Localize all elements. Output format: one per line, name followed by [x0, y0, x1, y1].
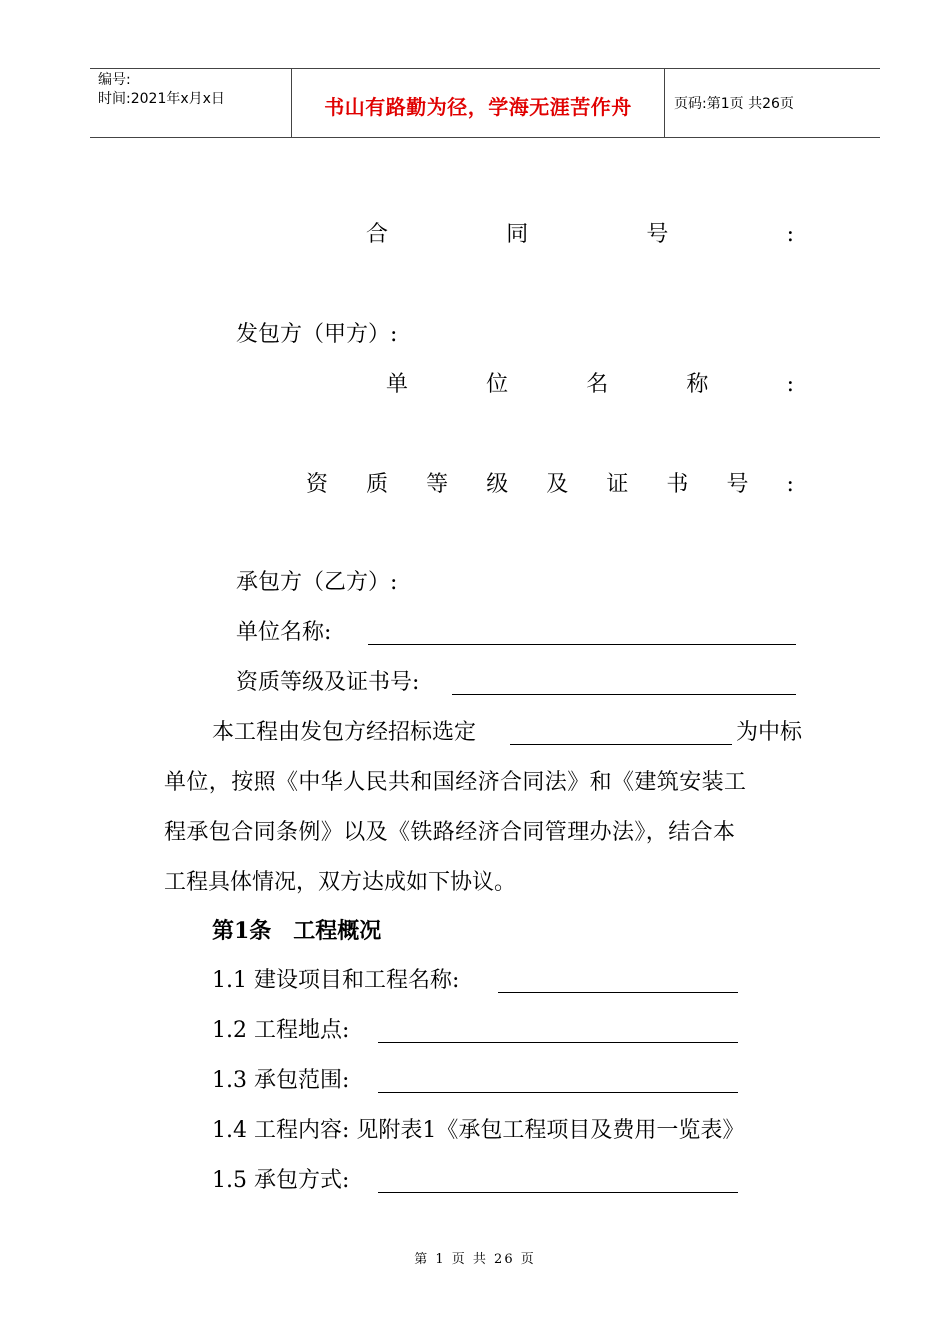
article-1-title: 第1条 工程概况 [212, 918, 382, 944]
winning-bidder-field[interactable] [510, 720, 732, 745]
party-b-heading: 承包方（乙方）: [236, 570, 398, 595]
intro-line-4: 工程具体情况，双方达成如下协议。 [164, 870, 517, 895]
party-b-unit-name-field[interactable] [368, 620, 796, 645]
page-footer: 第 1 页 共 26 页 [414, 1252, 536, 1267]
project-name-field[interactable] [498, 968, 738, 993]
intro-line-2: 单位，按照《中华人民共和国经济合同法》和《建筑安装工 [164, 770, 747, 795]
party-b-unit-name-label: 单位名称: [236, 620, 332, 645]
header-slogan: 书山有路勤为径，学海无涯苦作舟 [324, 95, 632, 119]
project-location-field[interactable] [378, 1018, 738, 1043]
item-1-4-label: 1.4 工程内容: 见附表1《承包工程项目及费用一览表》 [212, 1118, 745, 1143]
contract-number-label: 合 同 号 : [366, 222, 794, 247]
intro-line-1b: 为中标 [736, 720, 803, 745]
contract-method-field[interactable] [378, 1168, 738, 1193]
party-b-qualification-field[interactable] [452, 670, 796, 695]
number-label: 编号: [98, 72, 131, 88]
header-page-info: 页码:第1页 共26页 [674, 96, 794, 112]
document-header [90, 68, 880, 138]
item-1-5-label: 1.5 承包方式: [212, 1168, 350, 1193]
party-a-heading: 发包方（甲方）: [236, 322, 398, 347]
intro-line-3: 程承包合同条例》以及《铁路经济合同管理办法》，结合本 [164, 820, 736, 845]
header-meta [98, 71, 225, 109]
item-1-2-label: 1.2 工程地点: [212, 1018, 350, 1043]
party-a-qualification-label: 资 质 等 级 及 证 书 号 : [306, 472, 794, 497]
header-divider [664, 69, 665, 137]
item-1-1-label: 1.1 建设项目和工程名称: [212, 968, 460, 993]
party-b-qualification-label: 资质等级及证书号: [236, 670, 420, 695]
contract-scope-field[interactable] [378, 1068, 738, 1093]
time-label: 时间:2021年x月x日 [98, 91, 225, 107]
party-b-unit-name-row [236, 620, 331, 646]
party-b-qualification-row [236, 670, 419, 696]
intro-line-1a: 本工程由发包方经招标选定 [212, 720, 477, 745]
item-1-3-label: 1.3 承包范围: [212, 1068, 350, 1093]
party-a-unit-name-label: 单 位 名 称 : [386, 372, 794, 397]
